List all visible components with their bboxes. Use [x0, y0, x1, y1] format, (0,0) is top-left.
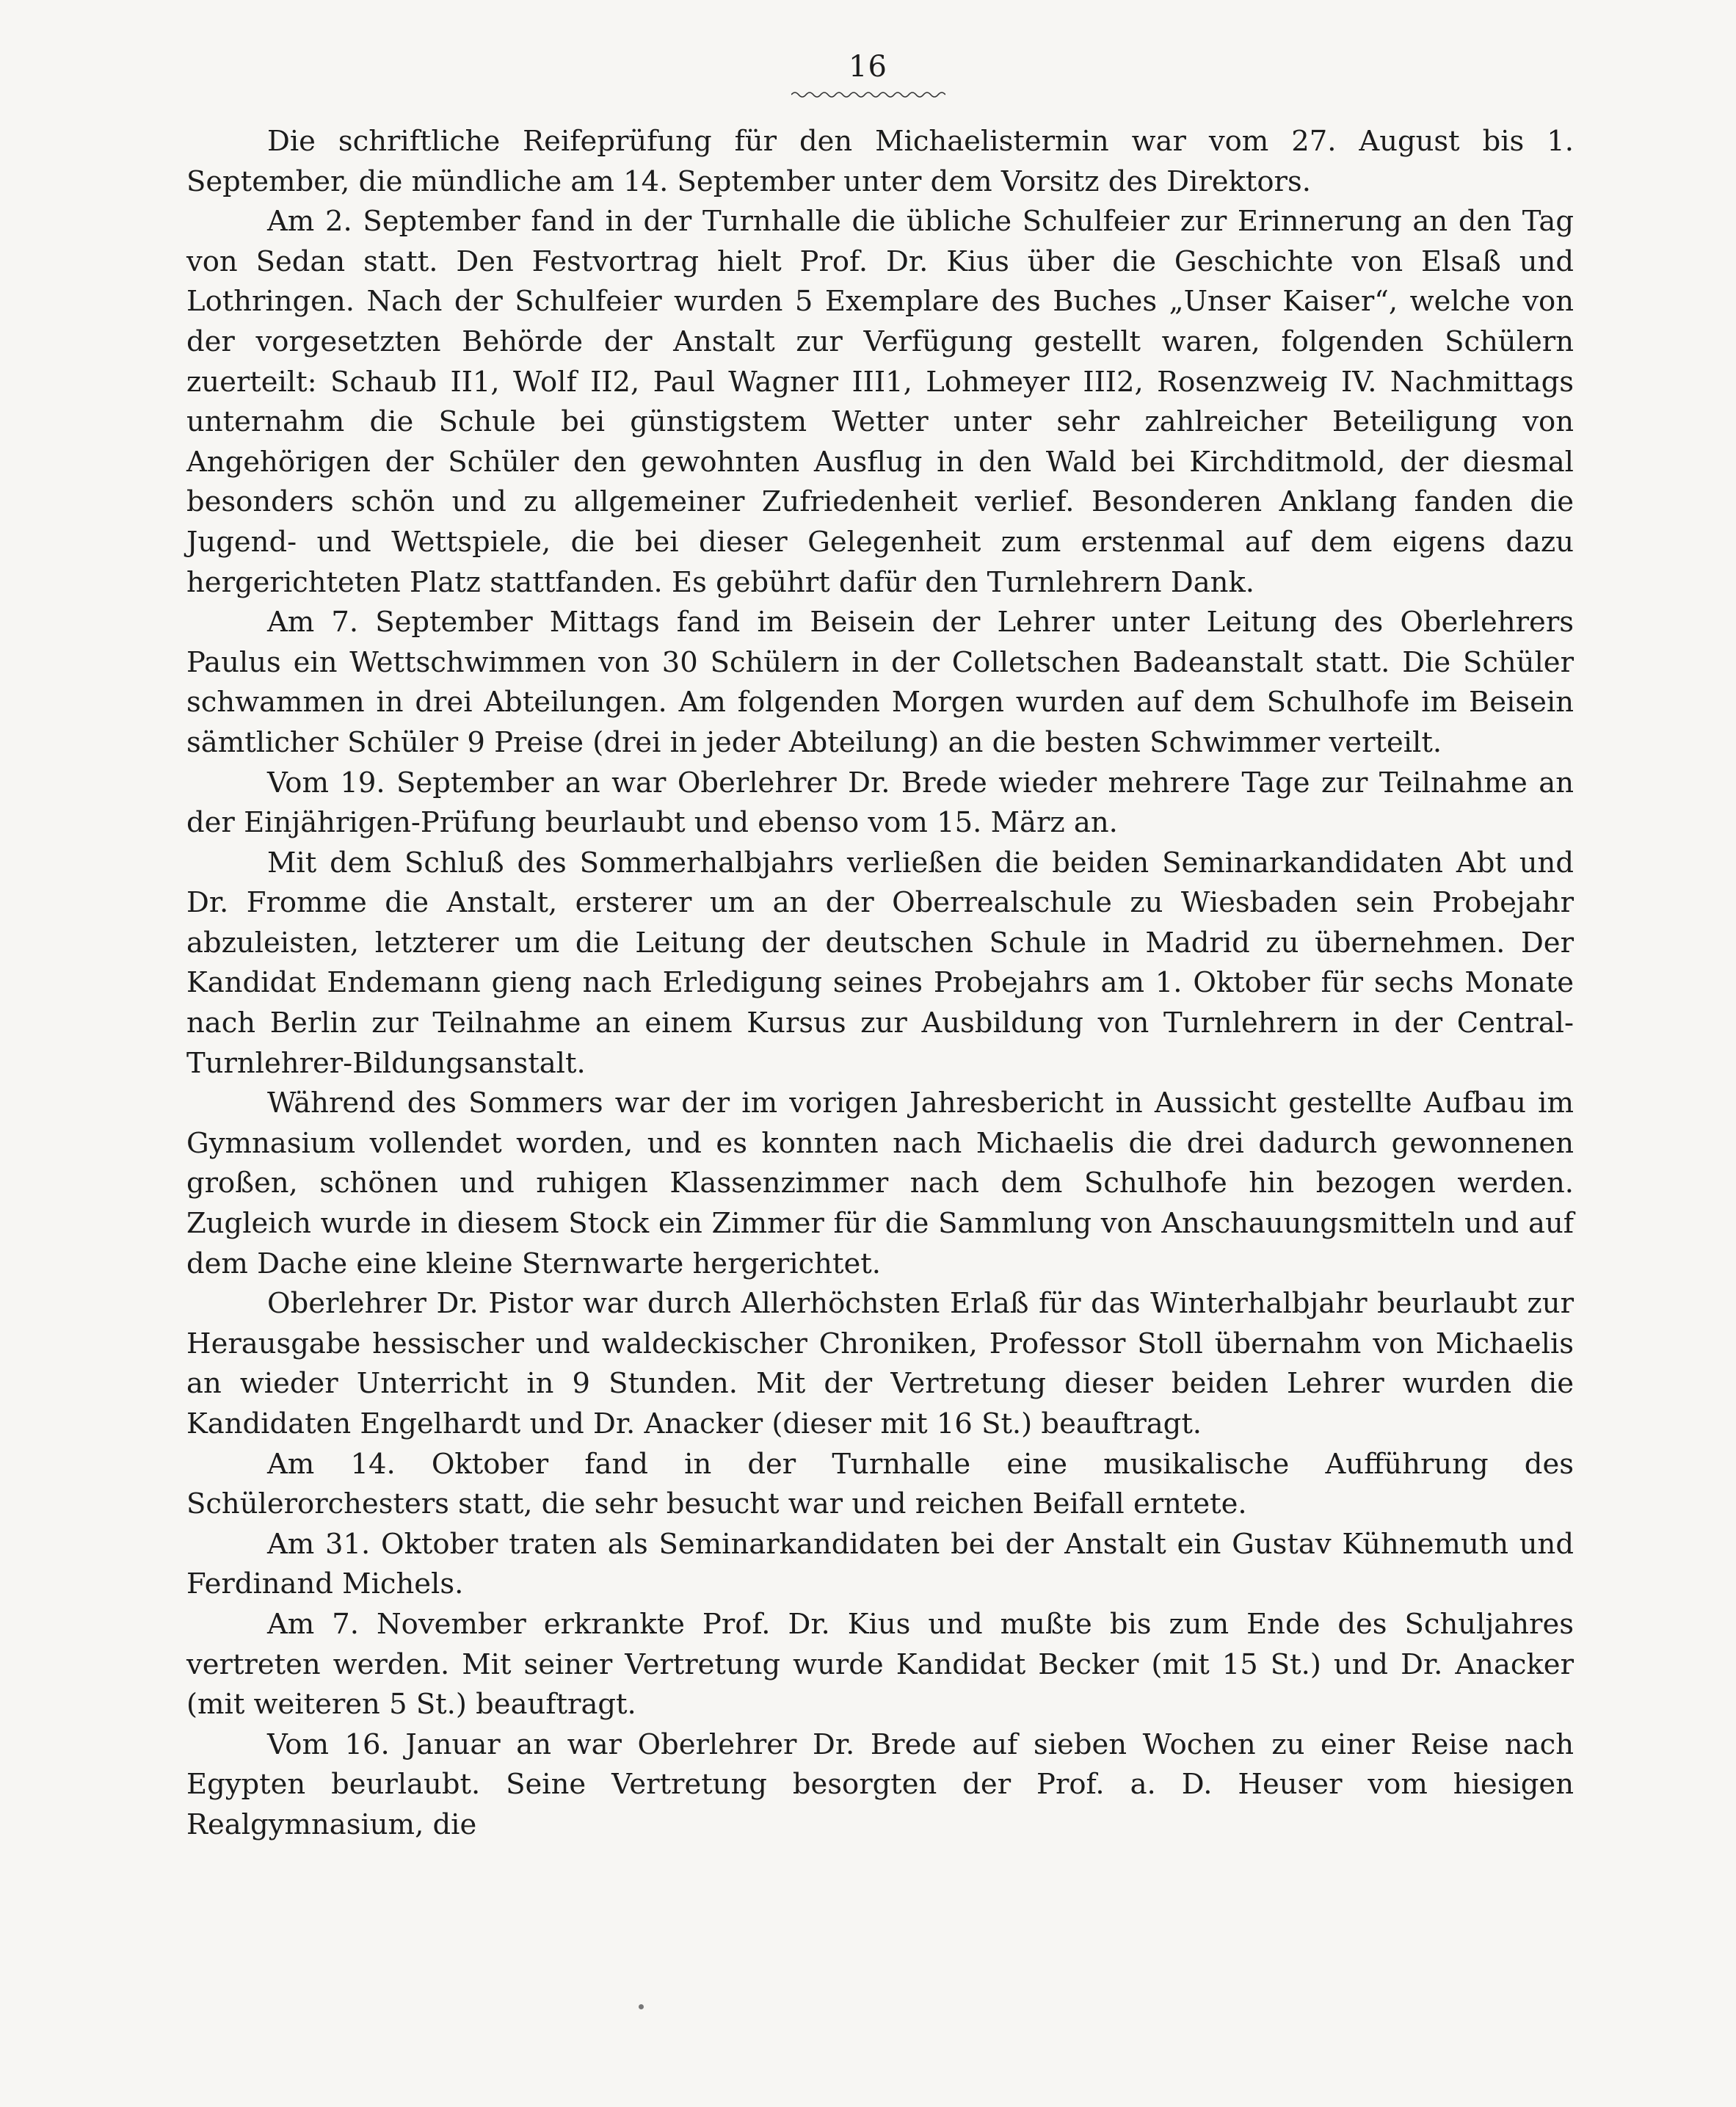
- paragraph-reifepruefung: Die schriftliche Reifeprüfung für den Michaelistermin war vom 27. August bis 1. September, die mündliche am 14. September unter dem Vorsitz des Direktors.: [186, 125, 1574, 198]
- wavy-rule-ornament: [791, 90, 945, 100]
- paragraph-schuelerorchester: Am 14. Oktober fand in der Turnhalle eine musikalische Aufführung des Schülerorchesters statt, die sehr besucht war und reichen Beifall erntete.: [186, 1447, 1574, 1521]
- paragraph-pistor-urlaub: Oberlehrer Dr. Pistor war durch Allerhöchsten Erlaß für das Winterhalbjahr beurlaubt zur Herausgabe hessischer und waldeckischer Chroniken, Professor Stoll übernahm von Michaelis an wieder Unterricht in 9 Stunden. Mit der Vertretung dieser beiden Lehrer wurden die Kandidaten Engelhardt und Dr. Anacker (dieser mit 16 St.) beauftragt.: [186, 1287, 1574, 1440]
- paragraph-wettschwimmen: Am 7. September Mittags fand im Beisein der Lehrer unter Leitung des Oberlehrers Paulus ein Wettschwimmen von 30 Schülern in der Colletschen Badeanstalt statt. Die Schüler schwammen in drei Abteilungen. Am folgenden Morgen wurden auf dem Schulhofe im Beisein sämtlicher Schüler 9 Preise (drei in jeder Abteilung) an die besten Schwimmer verteilt.: [186, 606, 1574, 759]
- page-number: 16: [849, 50, 887, 84]
- print-speck: [639, 2004, 644, 2009]
- paragraph-sedan-feier: Am 2. September fand in der Turnhalle die übliche Schulfeier zur Erinnerung an den Tag von Sedan statt. Den Festvortrag hielt Prof. Dr. Kius über die Geschichte von Elsaß und Lothringen. Nach der Schulfeier wurden 5 Exemplare des Buches „Unser Kaiser“, welche von der vorgesetzten Behörde der Anstalt zur Verfügung gestellt waren, folgenden Schülern zuerteilt: Schaub II1, Wolf II2, Paul Wagner III1, Lohmeyer III2, Rosenzweig IV. Nachmittags unternahm die Schule bei günstigstem Wetter unter sehr zahlreicher Beteiligung von Angehörigen der Schüler den gewohnten Ausflug in den Wald bei Kirchditmold, der diesmal besonders schön und zu allgemeiner Zufriedenheit verlief. Besonderen Anklang fanden die Jugend- und Wettspiele, die bei dieser Gelegenheit zum erstenmal auf dem eigens dazu hergerichteten Platz stattfanden. Es gebührt dafür den Turnlehrern Dank.: [186, 205, 1574, 599]
- paragraph-neue-kandidaten: Am 31. Oktober traten als Seminarkandidaten bei der Anstalt ein Gustav Kühnemuth und Ferdinand Michels.: [186, 1527, 1574, 1601]
- paragraph-seminarkandidaten: Mit dem Schluß des Sommerhalbjahrs verließen die beiden Seminarkandidaten Abt und Dr. Fromme die Anstalt, ersterer um an der Oberrealschule zu Wiesbaden sein Probejahr abzuleisten, letzterer um die Leitung der deutschen Schule in Madrid zu übernehmen. Der Kandidat Endemann gieng nach Erledigung seines Probejahrs am 1. Oktober für sechs Monate nach Berlin zur Teilnahme an einem Kursus zur Ausbildung von Turnlehrern in der Central-Turnlehrer-Bildungsanstalt.: [186, 846, 1574, 1080]
- paragraph-brede-urlaub: Vom 19. September an war Oberlehrer Dr. Brede wieder mehrere Tage zur Teilnahme an der Einjährigen-Prüfung beurlaubt und ebenso vom 15. März an.: [186, 766, 1574, 840]
- paragraph-aufbau-gymnasium: Während des Sommers war der im vorigen Jahresbericht in Aussicht gestellte Aufbau im Gymnasium vollendet worden, und es konnten nach Michaelis die drei dadurch gewonnenen großen, schönen und ruhigen Klassenzimmer nach dem Schulhofe hin bezogen werden. Zugleich wurde in diesem Stock ein Zimmer für die Sammlung von Anschauungsmitteln und auf dem Dache eine kleine Sternwarte hergerichtet.: [186, 1087, 1574, 1280]
- page-header: [0, 50, 1736, 100]
- body-text: [186, 122, 1574, 1846]
- paragraph-kius-erkrankung: Am 7. November erkrankte Prof. Dr. Kius und mußte bis zum Ende des Schuljahres vertreten werden. Mit seiner Vertretung wurde Kandidat Becker (mit 15 St.) und Dr. Anacker (mit weiteren 5 St.) beauftragt.: [186, 1607, 1574, 1722]
- paragraph-egypten-reise: Vom 16. Januar an war Oberlehrer Dr. Brede auf sieben Wochen zu einer Reise nach Egypten beurlaubt. Seine Vertretung besorgten der Prof. a. D. Heuser vom hiesigen Realgymnasium, die: [186, 1727, 1574, 1841]
